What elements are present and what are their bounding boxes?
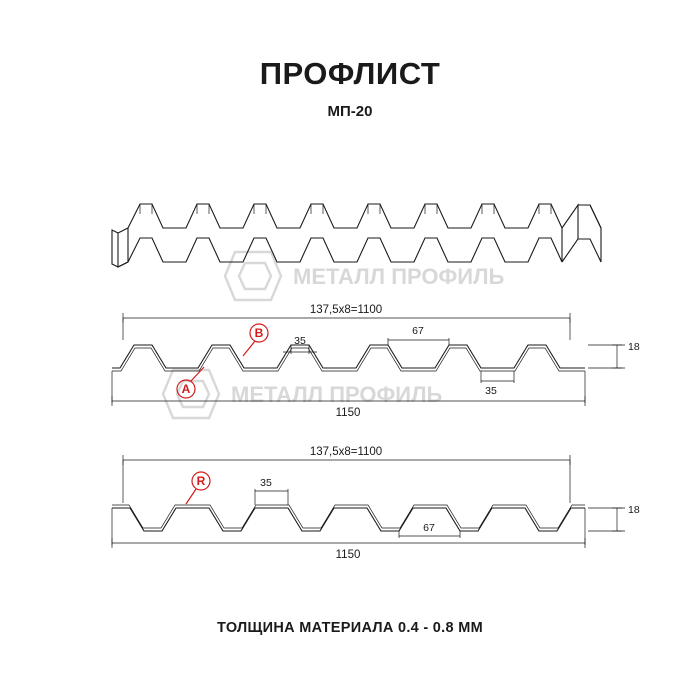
dim-total-width-a-label: 1150 bbox=[335, 407, 361, 419]
dim-working-width-a-label: 137,5х8=1100 bbox=[309, 304, 383, 316]
dim-rib-top-a-label: 35 bbox=[294, 335, 306, 347]
dim-working-width-r-label: 137,5х8=1100 bbox=[309, 446, 383, 458]
page-subtitle: МП-20 bbox=[327, 103, 373, 120]
dim-working-width-a bbox=[123, 313, 570, 340]
dim-height-r bbox=[588, 508, 625, 531]
dim-rib-bottom-a-label: 35 bbox=[485, 385, 497, 397]
dim-height-a bbox=[588, 345, 625, 368]
marker-b bbox=[243, 324, 268, 356]
marker-a-label: A bbox=[181, 382, 191, 396]
dim-working-width-r bbox=[123, 455, 570, 503]
dim-height-a-label: 18 bbox=[628, 341, 640, 353]
dim-flat-a bbox=[388, 338, 449, 345]
isometric-sheet-view bbox=[112, 204, 601, 267]
marker-a bbox=[177, 367, 204, 398]
marker-b-label: B bbox=[254, 326, 264, 340]
material-thickness-note: ТОЛЩИНА МАТЕРИАЛА 0.4 - 0.8 ММ bbox=[217, 620, 483, 636]
dim-rib-top-r bbox=[255, 489, 288, 505]
watermark-2 bbox=[163, 370, 443, 418]
dim-flat-a-label: 67 bbox=[412, 325, 424, 337]
watermark-text: МЕТАЛЛ ПРОФИЛЬ bbox=[231, 382, 443, 407]
dim-rib-top-r-label: 35 bbox=[260, 477, 272, 489]
dim-height-r-label: 18 bbox=[628, 504, 640, 516]
marker-r bbox=[186, 472, 210, 504]
profile-section-a bbox=[112, 345, 585, 371]
dim-total-width-r-label: 1150 bbox=[335, 549, 361, 561]
dim-flat-r-label: 67 bbox=[423, 522, 435, 534]
watermark-text: МЕТАЛЛ ПРОФИЛЬ bbox=[293, 264, 505, 289]
marker-r-label: R bbox=[196, 474, 206, 488]
dim-total-width-r bbox=[112, 508, 585, 548]
watermark-1 bbox=[225, 252, 505, 300]
profile-section-r bbox=[112, 505, 585, 531]
page-title: ПРОФЛИСТ bbox=[259, 56, 441, 91]
dim-rib-bottom-a bbox=[481, 371, 514, 383]
